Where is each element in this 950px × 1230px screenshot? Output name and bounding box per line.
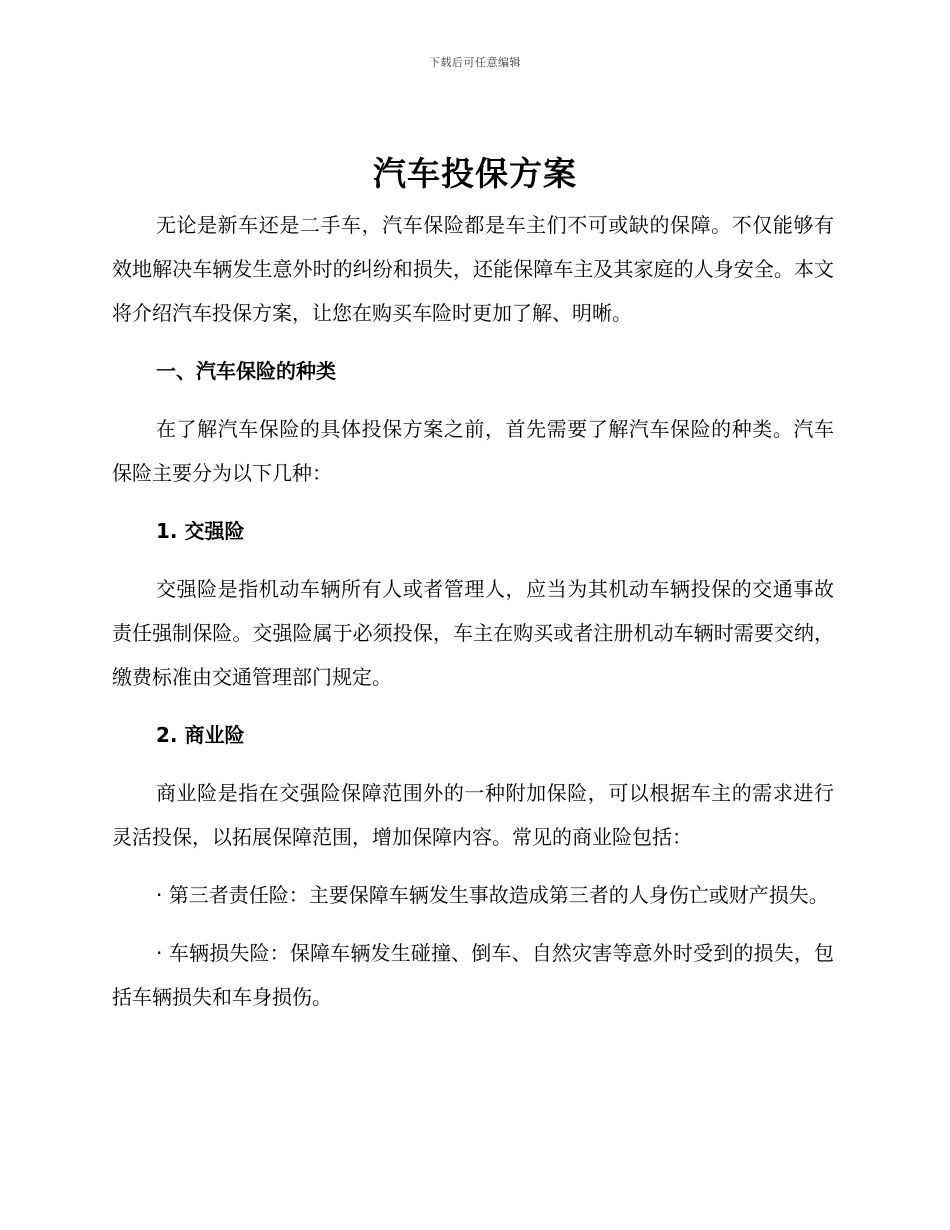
document-body <box>112 203 834 1033</box>
commercial-insurance-paragraph: 商业险是指在交强险保障范围外的一种附加保险，可以根据车主的需求进行灵活投保，以拓展保障范围，增加保障内容。常见的商业险包括： <box>112 781 834 849</box>
compulsory-insurance-paragraph: 交强险是指机动车辆所有人或者管理人，应当为其机动车辆投保的交通事故责任强制保险。交强险属于必须投保，车主在购买或者注册机动车辆时需要交纳，缴费标准由交通管理部门规定。 <box>112 577 834 689</box>
list-item-vehicle-damage: · 车辆损失险：保障车辆发生碰撞、倒车、自然灾害等意外时受到的损失，包括车辆损失和车身损伤。 <box>112 941 834 1009</box>
list-item-third-party-liability: · 第三者责任险：主要保障车辆发生事故造成第三者的人身伤亡或财产损失。 <box>156 883 829 907</box>
subheading-compulsory-insurance: 1. 交强险 <box>156 519 245 543</box>
header-note: 下载后可任意编辑 <box>429 56 521 69</box>
intro-paragraph: 无论是新车还是二手车，汽车保险都是车主们不可或缺的保障。不仅能够有效地解决车辆发生意外时的纠纷和损失，还能保障车主及其家庭的人身安全。本文将介绍汽车投保方案，让您在购买车险时更加了解、明晰。 <box>112 213 834 325</box>
section-intro-paragraph: 在了解汽车保险的具体投保方案之前，首先需要了解汽车保险的种类。汽车保险主要分为以下几种： <box>112 417 834 485</box>
section-heading-insurance-types: 一、汽车保险的种类 <box>156 359 336 383</box>
subheading-commercial-insurance: 2. 商业险 <box>156 723 245 747</box>
document-title: 汽车投保方案 <box>373 154 577 193</box>
